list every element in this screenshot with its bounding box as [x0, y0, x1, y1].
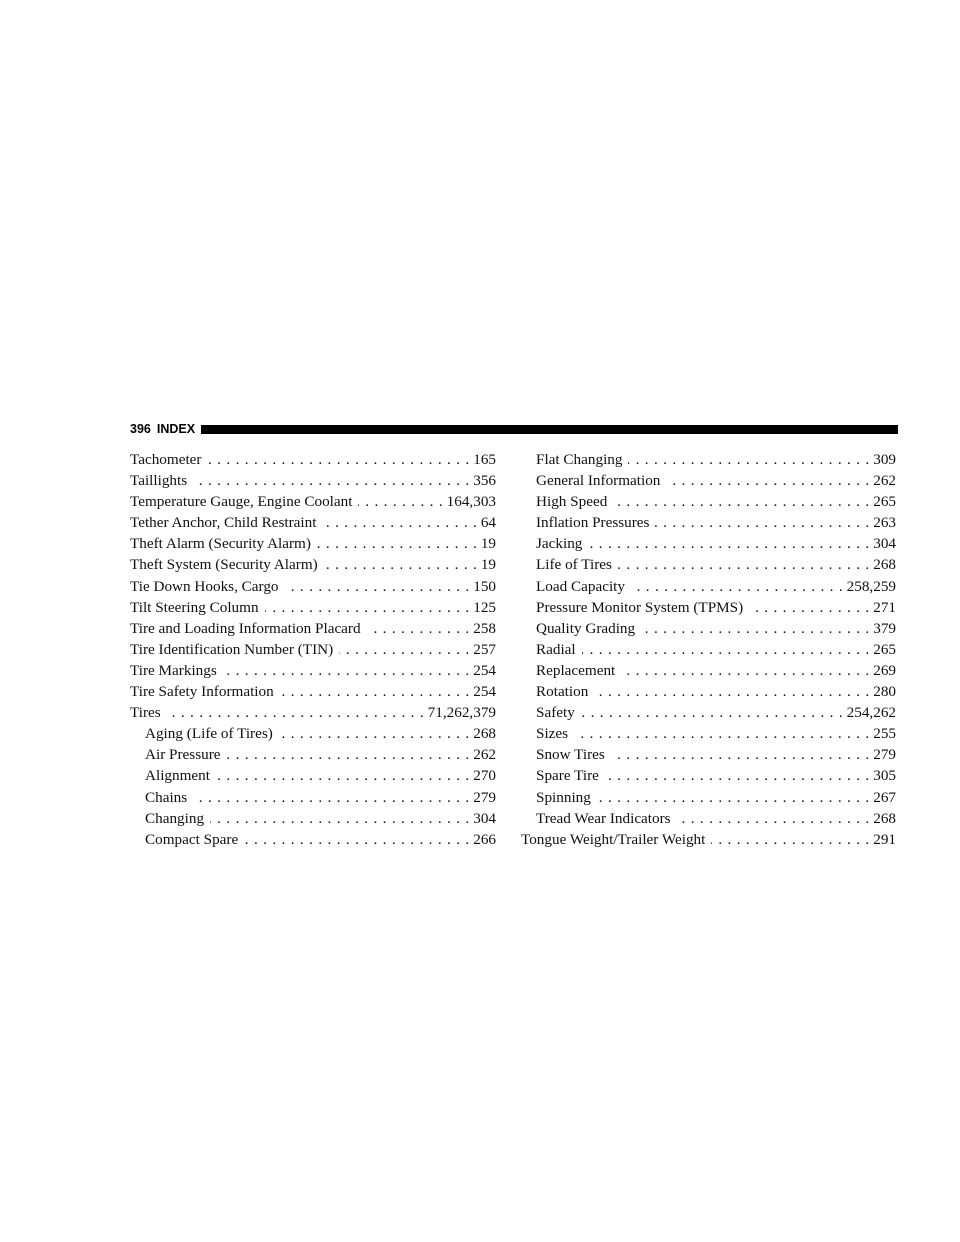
index-subentry	[130, 808, 496, 829]
dot-leader	[666, 470, 869, 491]
entry-label: Tie Down Hooks, Cargo	[130, 577, 279, 595]
index-subentry	[521, 787, 896, 808]
entry-label: Tilt Steering Column	[130, 598, 259, 616]
entry-page-number: 309	[873, 451, 896, 468]
index-column-right	[521, 449, 896, 850]
entry-label: General Information	[536, 472, 661, 490]
dot-leader	[285, 576, 470, 597]
index-subentry	[130, 723, 496, 744]
dot-leader	[193, 787, 469, 808]
index-subentry	[130, 744, 496, 765]
entry-page-number: 268	[873, 556, 896, 574]
index-entry	[130, 449, 496, 470]
section-title: INDEX	[156, 422, 196, 436]
dot-leader	[358, 491, 442, 512]
dot-leader	[611, 744, 869, 765]
index-entry	[130, 512, 496, 533]
dot-leader	[265, 597, 470, 618]
dot-leader	[613, 491, 869, 512]
index-subentry	[521, 618, 896, 639]
entry-page-number: 19	[480, 556, 496, 574]
entry-label: Sizes	[536, 725, 569, 743]
index-subentry	[521, 808, 896, 829]
entry-label: Tire Markings	[130, 661, 217, 679]
header-rule	[201, 425, 898, 434]
entry-label: Spinning	[536, 788, 591, 806]
dot-leader	[677, 808, 870, 829]
dot-leader	[279, 723, 469, 744]
index-column-left	[130, 449, 496, 850]
entry-page-number: 280	[873, 683, 896, 701]
entry-page-number: 268	[473, 725, 496, 743]
entry-page-number: 258	[473, 619, 496, 637]
index-subentry	[521, 723, 896, 744]
entry-label: Air Pressure	[145, 746, 221, 764]
index-subentry	[521, 512, 896, 533]
index-entry	[130, 618, 496, 639]
dot-leader	[339, 639, 469, 660]
entry-label: Snow Tires	[536, 746, 605, 764]
dot-leader	[317, 533, 477, 554]
dot-leader	[588, 533, 869, 554]
entry-label: Tread Wear Indicators	[536, 809, 671, 827]
dot-leader	[216, 765, 469, 786]
entry-page-number: 64	[480, 514, 496, 532]
entry-page-number: 263	[873, 514, 896, 532]
dot-leader	[324, 554, 477, 575]
entry-label: Rotation	[536, 683, 589, 701]
index-entry	[130, 702, 496, 723]
entry-label: Quality Grading	[536, 619, 636, 637]
entry-page-number: 150	[473, 577, 496, 595]
index-subentry	[521, 554, 896, 575]
entry-label: Theft Alarm (Security Alarm)	[130, 535, 311, 553]
entry-page-number: 262	[873, 472, 896, 490]
dot-leader	[655, 512, 869, 533]
dot-leader	[574, 723, 869, 744]
entry-label: Radial	[536, 640, 576, 658]
entry-label: Safety	[536, 704, 575, 722]
dot-leader	[207, 449, 469, 470]
entry-page-number: 258,259	[846, 577, 896, 595]
dot-leader	[605, 765, 869, 786]
entry-label: Tachometer	[130, 451, 202, 468]
entry-label: Taillights	[130, 472, 188, 490]
entry-page-number: 305	[873, 767, 896, 785]
index-entry	[130, 576, 496, 597]
entry-page-number: 71,262,379	[427, 704, 496, 722]
dot-leader	[581, 702, 843, 723]
entry-label: Inflation Pressures	[536, 514, 650, 532]
index-subentry	[521, 576, 896, 597]
index-subentry	[521, 597, 896, 618]
entry-label: Tire and Loading Information Placard	[130, 619, 361, 637]
index-subentry	[130, 787, 496, 808]
entry-label: Changing	[145, 809, 205, 827]
index-subentry	[521, 470, 896, 491]
index-entry	[130, 639, 496, 660]
entry-label: Life of Tires	[536, 556, 612, 574]
entry-page-number: 19	[480, 535, 496, 553]
entry-page-number: 270	[473, 767, 496, 785]
entry-page-number: 265	[873, 640, 896, 658]
dot-leader	[621, 660, 869, 681]
index-entry	[130, 554, 496, 575]
index-entry	[130, 681, 496, 702]
index-subentry	[521, 702, 896, 723]
entry-page-number: 279	[873, 746, 896, 764]
entry-page-number: 291	[873, 830, 896, 848]
dot-leader	[641, 618, 869, 639]
dot-leader	[244, 829, 469, 850]
index-entry	[130, 470, 496, 491]
index-subentry	[521, 491, 896, 512]
entry-label: Tongue Weight/Trailer Weight	[521, 830, 706, 848]
entry-label: Tire Safety Information	[130, 683, 274, 701]
entry-page-number: 304	[873, 535, 896, 553]
entry-page-number: 379	[873, 619, 896, 637]
entry-page-number: 165	[473, 451, 496, 468]
index-subentry	[521, 660, 896, 681]
entry-page-number: 257	[473, 640, 496, 658]
dot-leader	[322, 512, 476, 533]
entry-label: Spare Tire	[536, 767, 599, 785]
entry-label: Replacement	[536, 661, 616, 679]
index-subentry	[521, 744, 896, 765]
entry-label: Compact Spare	[145, 830, 239, 848]
index-subentry	[521, 765, 896, 786]
index-entry	[130, 660, 496, 681]
index-subentry	[521, 533, 896, 554]
dot-leader	[210, 808, 469, 829]
entry-page-number: 271	[873, 598, 896, 616]
entry-page-number: 267	[873, 788, 896, 806]
index-subentry	[130, 765, 496, 786]
index-subentry	[521, 681, 896, 702]
index-entry	[130, 491, 496, 512]
entry-label: Alignment	[145, 767, 210, 785]
index-entry	[521, 829, 896, 850]
entry-label: Pressure Monitor System (TPMS)	[536, 598, 744, 616]
dot-leader	[227, 744, 470, 765]
entry-page-number: 279	[473, 788, 496, 806]
entry-label: Aging (Life of Tires)	[145, 725, 273, 743]
entry-label: Jacking	[536, 535, 583, 553]
entry-label: Chains	[145, 788, 188, 806]
entry-page-number: 262	[473, 746, 496, 764]
index-subentry	[130, 829, 496, 850]
page-header	[130, 419, 898, 439]
entry-page-number: 304	[473, 809, 496, 827]
entry-page-number: 254,262	[846, 704, 896, 722]
entry-label: Tire Identification Number (TIN)	[130, 640, 334, 658]
entry-page-number: 266	[473, 830, 496, 848]
entry-label: Theft System (Security Alarm)	[130, 556, 318, 574]
dot-leader	[193, 470, 469, 491]
entry-page-number: 255	[873, 725, 896, 743]
dot-leader	[711, 829, 869, 850]
entry-page-number: 268	[873, 809, 896, 827]
index-subentry	[521, 639, 896, 660]
dot-leader	[618, 554, 869, 575]
entry-page-number: 164,303	[446, 493, 496, 511]
dot-leader	[597, 787, 869, 808]
dot-leader	[628, 449, 869, 470]
entry-label: Load Capacity	[536, 577, 625, 595]
dot-leader	[582, 639, 870, 660]
entry-label: Tires	[130, 704, 161, 722]
entry-label: Flat Changing	[536, 451, 623, 468]
page-number: 396	[130, 422, 151, 436]
entry-page-number: 125	[473, 598, 496, 616]
dot-leader	[594, 681, 869, 702]
dot-leader	[223, 660, 469, 681]
entry-page-number: 265	[873, 493, 896, 511]
entry-label: High Speed	[536, 493, 608, 511]
index-entry	[130, 597, 496, 618]
entry-page-number: 254	[473, 683, 496, 701]
index-subentry	[521, 449, 896, 470]
index-entry	[130, 533, 496, 554]
entry-label: Temperature Gauge, Engine Coolant	[130, 493, 353, 511]
entry-page-number: 254	[473, 661, 496, 679]
dot-leader	[367, 618, 470, 639]
dot-leader	[280, 681, 470, 702]
entry-label: Tether Anchor, Child Restraint	[130, 514, 317, 532]
entry-page-number: 356	[473, 472, 496, 490]
dot-leader	[631, 576, 843, 597]
dot-leader	[749, 597, 869, 618]
entry-page-number: 269	[873, 661, 896, 679]
dot-leader	[167, 702, 424, 723]
